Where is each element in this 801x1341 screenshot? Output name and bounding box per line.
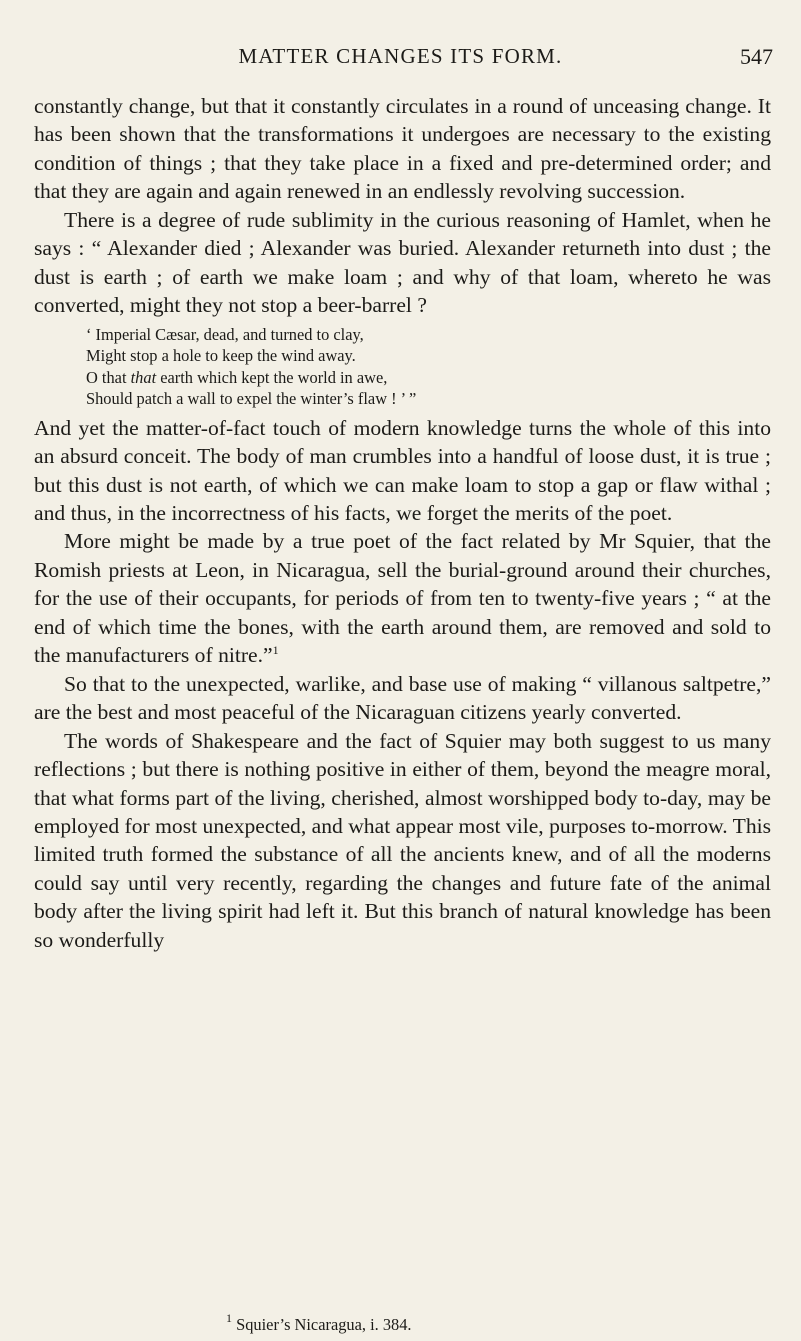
page-header: [0, 44, 801, 74]
quote-line-2: Might stop a hole to keep the wind away.: [86, 346, 356, 366]
paragraph-4-text: More might be made by a true poet of the fact related by Mr Squier, that the Romish priests at Leon, in Nicaragua, sell the burial-ground around their churches, for the use of their occupants, for periods of from ten to twenty-five years ; “ at the end of which time the bones, with the earth around them, are removed and sold to the manufacturers of nitre.”: [34, 529, 771, 668]
body-text: [34, 92, 771, 954]
quote-line-3-rest: earth which kept the world in awe,: [156, 367, 388, 387]
paragraph-2: There is a degree of rude sublimity in the curious reasoning of Hamlet, when he says : “ Alexander died ; Alexander was buried. Alexander returneth into dust ; the dust is earth ; of earth we make loam ; and why of that loam, whereto he was converted, might they not stop a beer-barrel ?: [34, 207, 771, 318]
paragraph-6: The words of Shakespeare and the fact of Squier may both suggest to us many reflections ; but there is nothing positive in either of them, beyond the meagre moral, that what forms part of the living, cherished, almost worshipped body to-day, may be employed for most unexpected, and what appear most vile, purposes to-morrow. This limited truth formed the substance of all the ancients knew, and of all the moderns could say until very recently, regarding the changes and future fate of the animal body after the living spirit had left it. But this branch of natural knowledge has been so wonderfully: [34, 728, 772, 952]
footnote-reference: 1: [272, 643, 279, 658]
quote-line-3: [86, 367, 771, 389]
quote-line-3-italic: that: [130, 367, 157, 387]
paragraph-1: constantly change, but that it constantly circulates in a round of unceasing change. It has been shown that the transformations it undergoes are necessary to the existing condition of things ; that they take place in a fixed and pre-determined order; and that they are again and again renewed in an endlessly revolving succession.: [34, 94, 771, 204]
paragraph-3: And yet the matter-of-fact touch of modern knowledge turns the whole of this into an absurd conceit. The body of man crumbles into a handful of loose dust, it is true ; but this dust is not earth, of which we can make loam to stop a gap or flaw withal ; and thus, in the incorrectness of his facts, we forget the merits of the poet.: [34, 415, 771, 525]
footnote-marker: 1: [226, 1311, 232, 1325]
hamlet-quote: [34, 324, 771, 410]
page-number: 547: [740, 44, 773, 69]
footnote-text: Squier’s Nicaragua, i. 384.: [236, 1315, 412, 1334]
paragraph-4: [34, 527, 771, 669]
quote-line-1: ‘ Imperial Cæsar, dead, and turned to clay,: [86, 324, 364, 344]
paragraph-5: So that to the unexpected, warlike, and base use of making “ villanous saltpetre,” are the best and most peaceful of the Nicaraguan citizens yearly converted.: [34, 671, 771, 725]
quote-line-4: Should patch a wall to expel the winter’s flaw ! ’ ”: [86, 389, 417, 409]
quote-line-3-start: O that: [86, 367, 131, 387]
running-title: MATTER CHANGES ITS FORM.: [238, 44, 563, 68]
